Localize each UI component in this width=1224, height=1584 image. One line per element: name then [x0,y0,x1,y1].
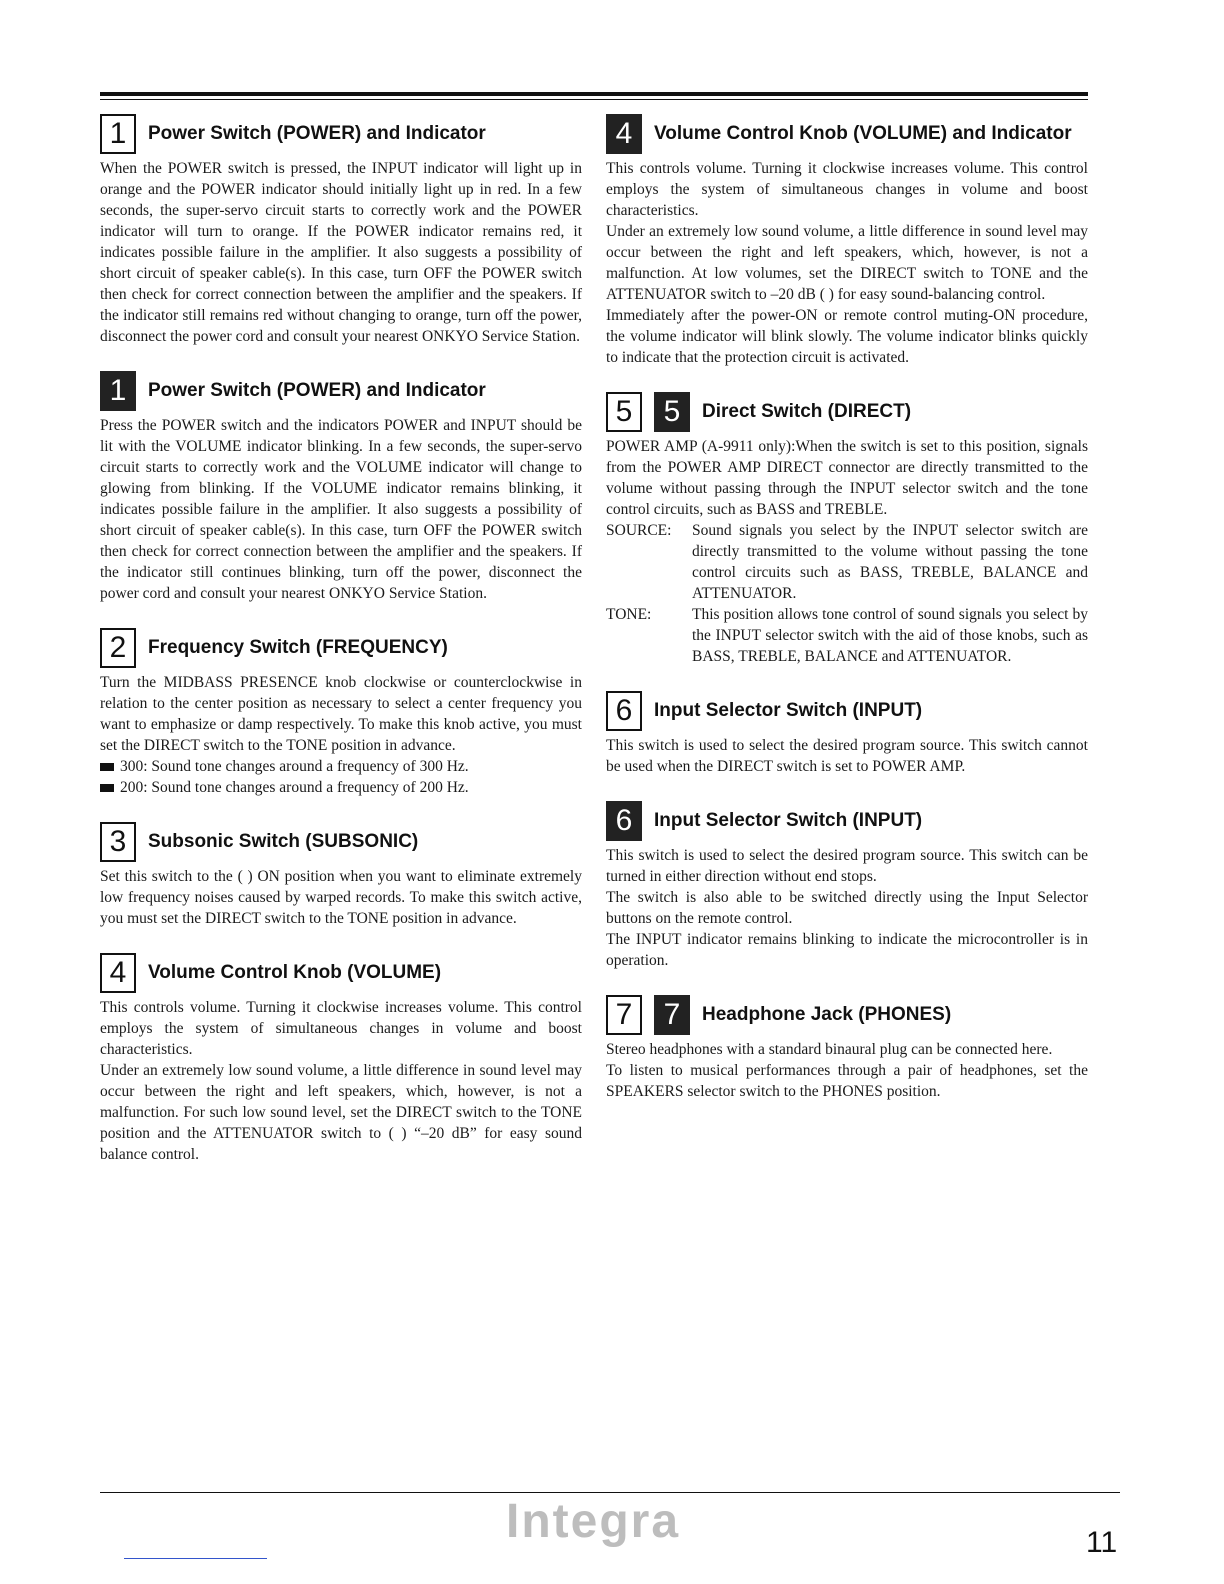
top-rule [100,92,1088,96]
integra-logo: Integra [505,1495,681,1548]
section-heading [100,112,582,156]
section-paragraph: The switch is also able to be switched directly using the Input Selector buttons on the remote control. [606,889,1088,927]
bottom-rule [100,1492,1120,1493]
manual-section [100,951,582,1165]
switch-position-text: 300: Sound tone changes around a frequency of 300 Hz. [120,758,469,775]
manual-section [100,626,582,798]
switch-option-text: This position allows tone control of sound signals you select by the INPUT selector switch with the aid of those knobs, such as BASS, TREBLE, BALANCE and ATTENUATOR. [692,606,1088,665]
link-underline [124,1558,267,1559]
section-number-badge: 2 [100,628,136,668]
section-number-badge: 6 [606,691,642,731]
section-title: Direct Switch (DIRECT) [702,401,912,422]
manual-section [606,390,1088,667]
section-number-badge: 5 [606,392,642,432]
manual-section [606,993,1088,1102]
section-number-badge: 1 [100,114,136,154]
section-heading [606,993,1088,1037]
section-heading [100,820,582,864]
section-paragraph: This switch is used to select the desired program source. This switch can be turned in either direction without end stops. [606,847,1088,885]
section-paragraph: Stereo headphones with a standard binaural plug can be connected here. [606,1041,1053,1058]
section-paragraph: Under an extremely low sound volume, a little difference in sound level may occur between the right and left speakers, which, however, is not a malfunction. For such low sound level, set the DIRECT switch to the TONE position and the ATTENUATOR switch to ( ) “–20 dB” for easy sound balance control. [100,1062,582,1163]
section-heading [606,390,1088,434]
section-paragraph: The INPUT indicator remains blinking to indicate the microcontroller is in operation. [606,931,1088,969]
manual-section [606,689,1088,777]
switch-option-text: Sound signals you select by the INPUT selector switch are directly transmitted to the volume without passing the tone control circuits such as BASS, TREBLE, BALANCE and ATTENUATOR. [692,522,1088,602]
switch-option [606,604,1088,667]
switch-option [606,436,1088,520]
section-heading [606,689,1088,733]
section-paragraph: This switch is used to select the desired program source. This switch cannot be used when the DIRECT switch is set to POWER AMP. [606,737,1088,775]
switch-option-label: SOURCE: [606,522,672,539]
section-number-badge: 4 [100,953,136,993]
section-title: Subsonic Switch (SUBSONIC) [148,831,419,852]
section-paragraph: Turn the MIDBASS PRESENCE knob clockwise or counterclockwise in relation to the center position as necessary to select a center frequency you want to emphasize or damp respectively. To make this knob active, you must set the DIRECT switch to the TONE position in advance. [100,674,582,754]
section-number-badge: 1 [100,371,136,411]
right-column [606,112,1088,1124]
switch-position-line [100,756,582,777]
section-number-badge: 3 [100,822,136,862]
switch-symbol-icon [100,763,114,771]
left-column [100,112,582,1187]
section-paragraph: Set this switch to the ( ) ON position when you want to eliminate extremely low frequency noises caused by warped records. To make this switch active, you must set the DIRECT switch to the TONE position in advance. [100,868,582,927]
section-title: Volume Control Knob (VOLUME) and Indicator [654,123,1072,144]
switch-option-label: TONE: [606,606,652,623]
section-paragraph: Under an extremely low sound volume, a little difference in sound level may occur between the right and left speakers, which, however, is not a malfunction. At low volumes, set the DIRECT switch to TONE and the ATTENUATOR switch to –20 dB ( ) for easy sound-balancing control. [606,223,1088,303]
section-number-badge: 7 [654,995,690,1035]
switch-option-label: POWER AMP (A-9911 only): [606,438,796,455]
section-heading [606,799,1088,843]
section-number-badge: 5 [654,392,690,432]
section-heading [100,951,582,995]
section-heading [606,112,1088,156]
section-title: Frequency Switch (FREQUENCY) [148,637,448,658]
section-paragraph: Immediately after the power-ON or remote control muting-ON procedure, the volume indicator will blink slowly. The volume indicator blinks quickly to indicate that the protection circuit is activated. [606,307,1088,366]
manual-section [606,799,1088,971]
section-title: Power Switch (POWER) and Indicator [148,380,486,401]
section-paragraph: To listen to musical performances through a pair of headphones, set the SPEAKERS selector switch to the PHONES position. [606,1062,1088,1100]
section-paragraph: Press the POWER switch and the indicators POWER and INPUT should be lit with the VOLUME indicator blinking. In a few seconds, the super-servo circuit starts to correctly work and the VOLUME indicator will change to glowing from blinking. If the VOLUME indicator remains blinking, it indicates possible failure in the amplifier. It also suggests a possibility of short circuit of speaker cable(s). In this case, turn OFF the POWER switch then check for correct connection between the amplifier and the speakers. If the indicator still continues blinking, turn off the power, disconnect the power cord and consult your nearest ONKYO Service Station. [100,417,582,602]
switch-position-line [100,777,582,798]
section-number-badge: 7 [606,995,642,1035]
switch-option [606,520,1088,604]
section-title: Headphone Jack (PHONES) [702,1004,952,1025]
switch-option-block [606,436,1088,520]
section-paragraph: This controls volume. Turning it clockwise increases volume. This control employs the system of simultaneous changes in volume and boost characteristics. [100,999,582,1058]
section-heading [100,369,582,413]
top-rule-thin [100,99,1088,100]
switch-position-text: 200: Sound tone changes around a frequency of 200 Hz. [120,779,469,796]
section-title: Input Selector Switch (INPUT) [654,700,923,721]
manual-section [100,820,582,929]
section-number-badge: 6 [606,801,642,841]
section-title: Volume Control Knob (VOLUME) [148,962,442,983]
manual-section [100,112,582,347]
page-number: 11 [1086,1526,1118,1559]
section-paragraph: When the POWER switch is pressed, the INPUT indicator will light up in orange and the POWER indicator should initially light up in red. In a few seconds, the super-servo circuit starts to correctly work and the POWER indicator will turn to orange. If the POWER indicator remains red, it indicates possible failure in the amplifier. It also suggests a possibility of short circuit of speaker cable(s). In this case, turn OFF the POWER switch then check for correct connection between the amplifier and the speakers. If the indicator still remains red without changing to orange, turn off the power, disconnect the power cord and consult your nearest ONKYO Service Station. [100,160,582,345]
section-paragraph: This controls volume. Turning it clockwise increases volume. This control employs the system of simultaneous changes in volume and boost characteristics. [606,160,1088,219]
switch-option-text: When the switch is set to this position, signals from the POWER AMP DIRECT connector are directly transmitted to the volume without passing through the INPUT selector switch and the tone control circuits, such as BASS and TREBLE. [606,438,1088,518]
section-heading [100,626,582,670]
section-title: Input Selector Switch (INPUT) [654,810,923,831]
manual-section [100,369,582,604]
section-title: Power Switch (POWER) and Indicator [148,123,486,144]
switch-symbol-icon [100,784,114,792]
manual-section [606,112,1088,368]
section-number-badge: 4 [606,114,642,154]
